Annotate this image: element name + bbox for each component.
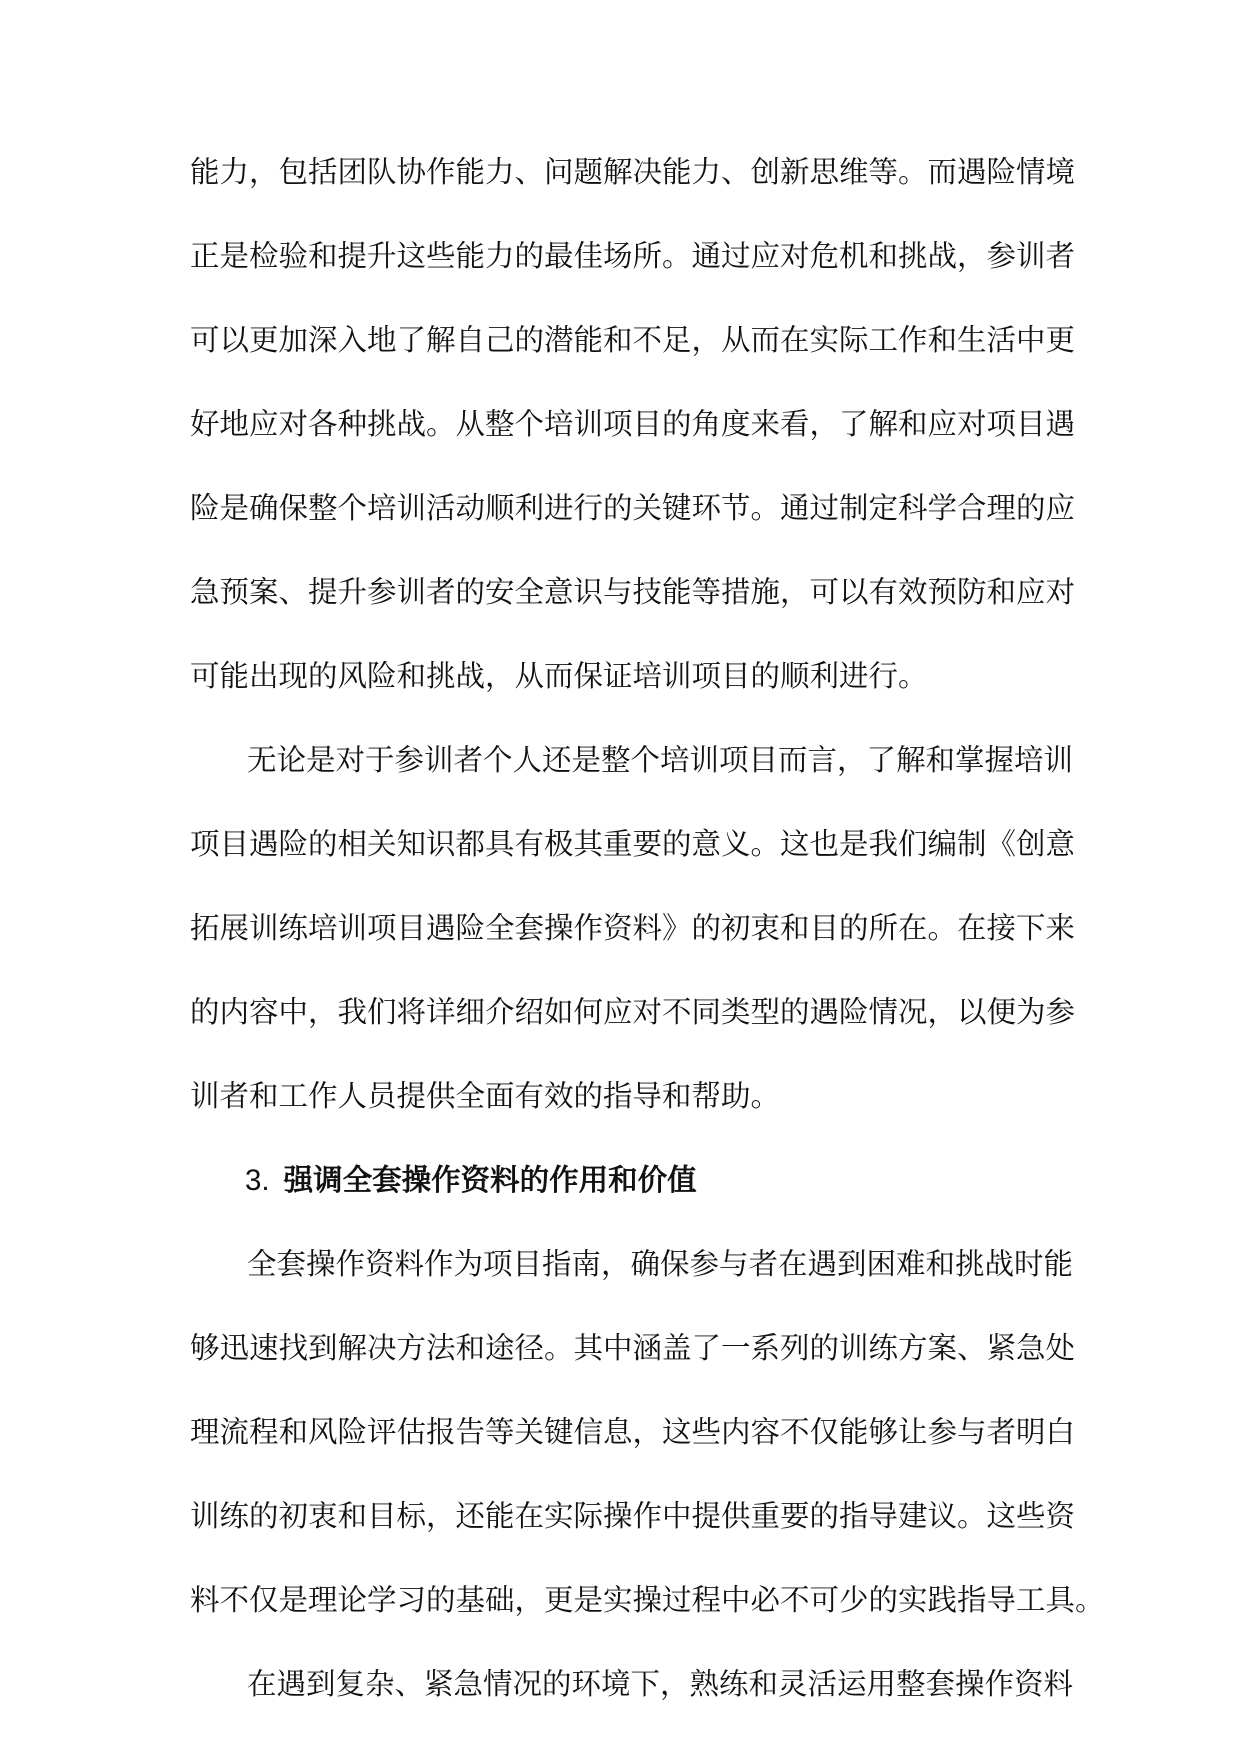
paragraph-line: 全套操作资料作为项目指南，确保参与者在遇到困难和挑战时能	[247, 1247, 1074, 1281]
paragraph-line: 够迅速找到解决方法和途径。其中涵盖了一系列的训练方案、紧急处	[190, 1331, 1076, 1365]
section-number: 3.	[245, 1164, 270, 1197]
paragraph-line: 理流程和风险评估报告等关键信息，这些内容不仅能够让参与者明白	[190, 1415, 1076, 1449]
paragraph-line: 拓展训练培训项目遇险全套操作资料》的初衷和目的所在。在接下来	[190, 911, 1076, 945]
paragraph-line: 无论是对于参训者个人还是整个培训项目而言，了解和掌握培训	[247, 743, 1074, 777]
section-heading	[245, 1160, 697, 1200]
paragraph-line: 险是确保整个培训活动顺利进行的关键环节。通过制定科学合理的应	[190, 491, 1076, 525]
paragraph-line: 项目遇险的相关知识都具有极其重要的意义。这也是我们编制《创意	[190, 827, 1076, 861]
paragraph-line: 急预案、提升参训者的安全意识与技能等措施，可以有效预防和应对	[190, 575, 1076, 609]
paragraph-line: 可以更加深入地了解自己的潜能和不足，从而在实际工作和生活中更	[190, 323, 1076, 357]
paragraph-line: 好地应对各种挑战。从整个培训项目的角度来看，了解和应对项目遇	[190, 407, 1076, 441]
paragraph-line: 可能出现的风险和挑战，从而保证培训项目的顺利进行。	[190, 659, 928, 693]
paragraph-line: 料不仅是理论学习的基础，更是实操过程中必不可少的实践指导工具。	[190, 1583, 1105, 1617]
paragraph-line: 正是检验和提升这些能力的最佳场所。通过应对危机和挑战，参训者	[190, 239, 1076, 273]
section-title: 强调全套操作资料的作用和价值	[283, 1163, 697, 1197]
paragraph-line: 的内容中，我们将详细介绍如何应对不同类型的遇险情况，以便为参	[190, 995, 1076, 1029]
paragraph-line: 在遇到复杂、紧急情况的环境下，熟练和灵活运用整套操作资料	[247, 1667, 1074, 1701]
paragraph-line: 能力，包括团队协作能力、问题解决能力、创新思维等。而遇险情境	[190, 155, 1076, 189]
paragraph-line: 训练的初衷和目标，还能在实际操作中提供重要的指导建议。这些资	[190, 1499, 1076, 1533]
paragraph-line: 训者和工作人员提供全面有效的指导和帮助。	[190, 1079, 781, 1113]
